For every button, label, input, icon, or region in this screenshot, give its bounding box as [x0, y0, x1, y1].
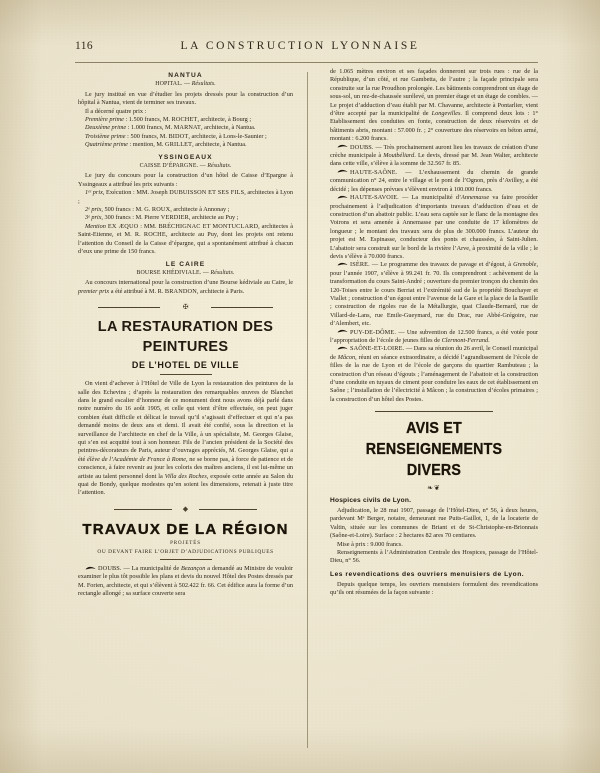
fleuron-bullet-icon — [337, 262, 348, 267]
architect-name: BRANDON — [164, 287, 197, 295]
place-name: Longevilles — [431, 110, 461, 118]
prize-rest: , architecte, à Bourg ; — [197, 116, 252, 124]
department-label: ISÈRE. — [350, 261, 370, 269]
mention-text: , architectes à Saint-Etienne, et M. R. — [78, 222, 293, 239]
department-label: DOUBS. — [350, 143, 374, 151]
fleuron-bullet-icon — [337, 346, 348, 351]
rubric-label: CAISSE D’ÉPARGNE. — [139, 163, 199, 169]
title-underline-rule — [160, 559, 212, 560]
text-part: — Très prochainement auront lieu les travaux de création d’une crèche municipale à — [330, 143, 538, 160]
department-label: SAÔNE-ET-LOIRE. — [350, 345, 405, 353]
department-label: HAUTE-SAÔNE. — [350, 168, 398, 176]
architect-name: DUBUISSON ET SES FILS — [169, 189, 245, 197]
architect-name: BIDOT — [168, 132, 189, 140]
prize-entry — [78, 116, 293, 124]
ornament-glyph: ✠ — [182, 303, 189, 312]
text-part: a demandé au Ministre de vouloir examiner le plus tôt possible les plans et devis du nouvel Hôtel des Postes dressés par M. Forien, architecte, et qui s’élèvent à 502.422 fr. 66. Cet édifice aura la forme d’un rectangle allongé ; sa surface couverte sera — [78, 565, 293, 598]
header-rule — [75, 62, 538, 63]
rubric-le-caire — [78, 270, 293, 278]
fleuron-bullet-icon — [85, 566, 96, 571]
running-head — [0, 40, 600, 56]
prize-label: 2ᵉ prix — [85, 206, 102, 214]
article-title-travaux: TRAVAUX DE LA RÉGION — [82, 520, 289, 538]
heading-nantua: NANTUA — [168, 72, 203, 79]
section-divider-rule — [375, 411, 493, 412]
prize-entry — [78, 124, 293, 132]
prize-rest: , architecte, à Nantua. — [192, 141, 247, 149]
travaux-entry — [330, 329, 538, 346]
architect-name: BRÉCHIGNAC ET MONTUCLARD — [158, 222, 259, 230]
fleuron-bullet-icon — [337, 195, 348, 200]
place-name: Bezançon — [181, 565, 206, 573]
prize-label: 1ᵉʳ prix — [85, 189, 103, 197]
text-part: — Dans sa réunion du 26 avril, le Conseil municipal de — [330, 345, 538, 361]
prize-text: : mention, M. — [127, 141, 166, 149]
section-heading-revendications: Les revendications des ouvriers menuisiers de Lyon. — [330, 570, 525, 578]
place-name: Grenoble — [513, 261, 537, 269]
text-part: , exposée cette année au Salon du quai de Bondy, quelque modestes qu’en soient les dimensions, retenait à juste titre l’attention. — [78, 472, 293, 497]
prize-text: , 300 francs : M. Pierre — [101, 214, 161, 222]
continuation-paragraph — [330, 68, 538, 144]
text-part: . — [488, 337, 490, 344]
prize-text: , 500 francs : M. G. — [101, 206, 152, 214]
paragraph: Adjudication, le 28 mai 1907, passage de l’Hôtel-Dieu, n° 56, à deux heures, pardevant Mᵉ Berger, notaire, demeurant rue Puits-Gaillot, 1, de la locaterie de Valtin, située sur les communes de Briant et de St-Christophe-en-Brionnais (Saône-et-Loire). Surface : 2 hectares 82 ares 70 centiares. — [330, 507, 538, 540]
place-name: Annemasse — [461, 194, 490, 202]
text-part: . Le devis, dressé par M. Jean Walter, architecte dans cette ville, s’élève à la somme de 32.567 fr. 85. — [330, 152, 538, 168]
text-part: On vient d’achever à l’Hôtel de Ville de Lyon la restauration des peintures de la salle des Echevins ; d’après la restauration des remarquables œuvres de Blanchet dans le grand escalier d’honneur de ce monument dont nous avons déjà parlé dans notre numéro du 16 août 1905, et celle qui vient d’être effectuée, on peut juger combien était difficile et délicat le travail qu’il s’agissait d’effectuer et qui n’a pas demandé moins de deux ans et demi. Il avait été confié, sous la direction et la surveillance de l’architecte en chef de la Ville, à un spécialiste, M. Georges Glaise, qui s’en est acquitté tout à son honneur. Fils de l’ancien président de la Société des peintres-décorateurs de Paris, auteur d’ouvrages appréciés, M. Georges Glaise, qui a été — [78, 380, 293, 463]
department-label: PUY-DE-DÔME. — [350, 328, 397, 336]
text-part: a été attribué à M. R. — [109, 287, 165, 295]
travaux-entry — [330, 345, 538, 404]
prize-text: : 1.000 francs, M. — [126, 124, 174, 132]
travaux-entry — [330, 144, 538, 169]
rubric-label: HOPITAL. — [155, 81, 183, 88]
prize-entry — [78, 206, 293, 214]
heading-yssingeaux: YSSINGEAUX — [158, 153, 213, 161]
paragraph: Depuis quelque temps, les ouvriers menuisiers formulent des revendications qu’ils ont résumées de la façon suivante : — [330, 580, 538, 597]
section-heading-hospices: Hospices civils de Lyon. — [330, 497, 412, 505]
right-column — [330, 68, 538, 598]
text-part: . Il comprend deux lots : 1° Etablissement des conduites en fonte, construction de deux réservoirs et de bâtiments abris, montant : 57.000 fr. ; 2° couverture des réservoirs en béton armé, montant : 6.200 francs. — [330, 110, 538, 143]
emphasis: Villa des Roches — [164, 472, 207, 480]
paragraph: Renseignements à l’Administration Centrale des Hospices, passage de l’Hôtel-Dieu, n° 56. — [330, 549, 538, 565]
architect-name: ROUX — [151, 206, 171, 214]
rubric-yssingeaux — [78, 163, 293, 171]
prize-label: Quatrième prime — [85, 141, 128, 149]
architect-name: MARNAT — [173, 124, 201, 132]
paragraph: Mise à prix : 9.000 francs. — [337, 540, 403, 548]
mention-entry — [78, 223, 293, 257]
journal-title: LA CONSTRUCTION LYONNAISE — [180, 40, 420, 52]
article-subtitle-adjudications: OU DEVANT FAIRE L’OBJET D’ADJUDICATIONS PUBLIQUES — [97, 548, 274, 555]
rubric-label: BOURSE KHÉDIVIALE. — [136, 269, 202, 276]
prize-entry — [78, 133, 293, 141]
mention-label: Mention — [85, 222, 106, 230]
article-subtitle-projetes: PROJETÉS — [170, 541, 201, 547]
place-name: Mâcon — [337, 353, 356, 361]
prize-entry — [78, 141, 293, 149]
text-part: , pour l’année 1907, s’élève à 99.241 fr. 70. Ils comprendront : achèvement de la transformation du cours Saint-André ; ouverture du premier tronçon du chemin des 120-Toises entre le cours Berriat et l’extrémité sud de la propriété Bouchayer et Viallet ; construction d’un égout entre l’avenue de la Gare et la place de la Bastille ; construction de rigoles rue de la Métallurgie, quai Claude-Bernard, rue de Villard-de-Lans, rue Emile-Gueymard, rue du Drac, rue Abbé-Grégoire, rue d’Alembert, etc. — [330, 261, 538, 328]
prize-label: Troisième prime — [85, 132, 126, 140]
heading-le-caire: LE CAIRE — [165, 260, 206, 268]
article-subtitle-restauration: DE L’HOTEL DE VILLE — [131, 360, 240, 371]
column-divider-rule — [307, 72, 308, 748]
paragraph — [78, 279, 293, 296]
paragraph: Le jury institué en vue d’étudier les projets dressés pour la construction d’un hôpital à Nantua, vient de terminer ses travaux. — [78, 90, 293, 107]
text-part: — Le programme des travaux de pavage et d’égout, à — [369, 261, 514, 269]
prize-entry — [78, 214, 293, 222]
paragraph: Le jury du concours pour la construction d’un hôtel de Caisse d’Epargne à Yssingeaux a attribué les prix suivants : — [78, 172, 293, 188]
article-body-restauration — [78, 380, 293, 498]
text-part: — Une subvention de 12.500 francs, a été votée pour l’appropriation de l’école de jeunes filles de — [330, 328, 538, 344]
architect-name: GRILLET — [165, 141, 193, 149]
rubric-nantua — [78, 81, 293, 89]
prize-label: 3ᵉ prix — [85, 214, 102, 222]
place-name: Clermont-Ferrand — [441, 337, 489, 344]
fleuron-bullet-icon — [337, 144, 348, 149]
travaux-entry — [330, 261, 538, 328]
ornament-glyph: ◆ — [182, 504, 189, 513]
mention-rest: , architecte au Puy, dont les projets ont retenu l’attention du Conseil de la Caisse d’épargne, qui a spontanément attribué à chacun d’eux une prime de 150 francs. — [78, 231, 293, 256]
mention-exaequo: EX ÆQUO — [105, 222, 139, 230]
travaux-entry — [330, 169, 538, 194]
prize-rest: , architecte à Annonay ; — [170, 206, 230, 214]
emphasis: premier prix — [78, 287, 110, 295]
prize-text: , Exécution : MM. Joseph — [102, 189, 170, 197]
fleuron-bullet-icon — [337, 169, 348, 174]
rubric-result: Résultats. — [207, 163, 232, 169]
prize-rest: , architecte au Puy ; — [188, 214, 239, 222]
department-label: DOUBS. — [98, 565, 122, 573]
text-part: — L’exhaussement du chemin de grande communication n° 24, entre le village et le pont de l’Ognon, près d’Avilley, a été décidé ; les dépenses prévues s’élèvent environ à 100.000 francs. — [330, 168, 538, 193]
text-part: Au concours international pour la construction d’une Bourse kédiviale au Caire, le — [85, 279, 293, 287]
prize-label: Deuxième prime — [85, 124, 127, 132]
paragraph: Il a décerné quatre prix : — [85, 107, 147, 115]
prize-text: : 500 francs, M. — [125, 132, 169, 140]
emphasis: élève de l’Académie de France à Rome — [87, 455, 186, 463]
architect-name: ROCHE — [143, 231, 166, 239]
prize-label: Première prime — [85, 116, 124, 124]
text-part: va faire procéder prochainement à l’adjudication d’importants travaux d’adduction d’eau et de construction d’un abattoir public. L’eau sera captée sur le flanc de la montagne des Voirons et sera amenée à Annemasse par une conduite de 17 kilomètres de longueur ; le montant des travaux sera de plus de 300.000 francs. L’auteur du projet est M. Espinasse, conducteur des ponts et chaussées, à Saint-Julien. L’abattoir sera construit sur le bord de la rivière l’Arve, à proximité de la ville ; le devis s’élève à 70.000 francs. — [330, 194, 538, 260]
text-part: — La municipalité de — [121, 565, 182, 573]
title-underline-rule — [160, 374, 212, 375]
rubric-result: Résultats. — [191, 81, 216, 88]
prize-rest: , architecte, à Lons-le-Saunier ; — [188, 132, 267, 140]
leaf-ornament-icon: ❧❦ — [427, 483, 441, 492]
article-title-avis: AVIS ET RENSEIGNEMENTS DIVERS — [365, 420, 503, 479]
architect-name: ROCHET — [171, 116, 198, 124]
text-part: , réuni en séance extraordinaire, a décidé l’agrandissement de l’école de filles de la rue de Lyon et de l’école de garçons du quartier Rambuteau ; la construction d’un réseau d’égouts ; l’aménagement de l’abattoir et la construction d’une conduite en tuyaux de ciment pour conduire les eaux de cet établissement en Saône ; l’installation de l’électricité à Mâcon ; la construction d’écoles primaires ; la construction d’un hôtel des Postes. — [330, 353, 538, 403]
left-column — [78, 68, 293, 599]
text-part: , architecte à Paris. — [196, 287, 245, 295]
rubric-dash: — — [198, 163, 208, 169]
rubric-result: Résultats. — [210, 269, 235, 276]
mention-text: : MM. — [138, 222, 159, 230]
department-label: HAUTE-SAVOIE. — [350, 194, 399, 202]
rubric-dash: — — [182, 81, 192, 88]
architect-name: VERDIER — [160, 214, 189, 222]
travaux-entry — [330, 194, 538, 261]
page-number: 116 — [75, 40, 94, 52]
text-part: — La municipalité d’ — [398, 194, 462, 202]
fleuron-bullet-icon — [337, 329, 348, 334]
prize-text: : 1.500 francs, M. — [123, 116, 172, 124]
rubric-dash: — — [201, 269, 211, 276]
prize-rest: , architectes à Lyon ; — [78, 189, 293, 205]
section-ornament-rule — [78, 301, 293, 314]
place-name: Moutbéliard — [383, 152, 415, 160]
prize-entry — [78, 189, 293, 206]
prize-rest: , architecte, à Nantua. — [201, 124, 256, 132]
text-part: de 1.065 mètres environ et ses façades donneront sur trois rues : rue de la République, d’un côté, et rue Gambetta, de l’autre ; la façade principale sera construite sur la rue Proudhon prolongée. Les bâtiments comprendront un étage de sous-sol, un rez-de-chaussée surélevé, un premier étage et un étage de combles. — Le projet d’adduction d’eau établi par M. Chavanne, architecte à Pontarlier, vient d’être accepté par la municipalité de — [330, 68, 538, 118]
travaux-entry-doubs — [78, 565, 293, 599]
section-ornament-rule — [78, 503, 293, 516]
article-title-restauration: LA RESTAURATION DES PEINTURES — [97, 319, 274, 355]
text-part: , ne se borne pas, à force de patience et de conscience, à faire revenir au jour les coloris des maîtres anciens, il est lui-même un artiste au talent personnel dont la — [78, 455, 293, 480]
